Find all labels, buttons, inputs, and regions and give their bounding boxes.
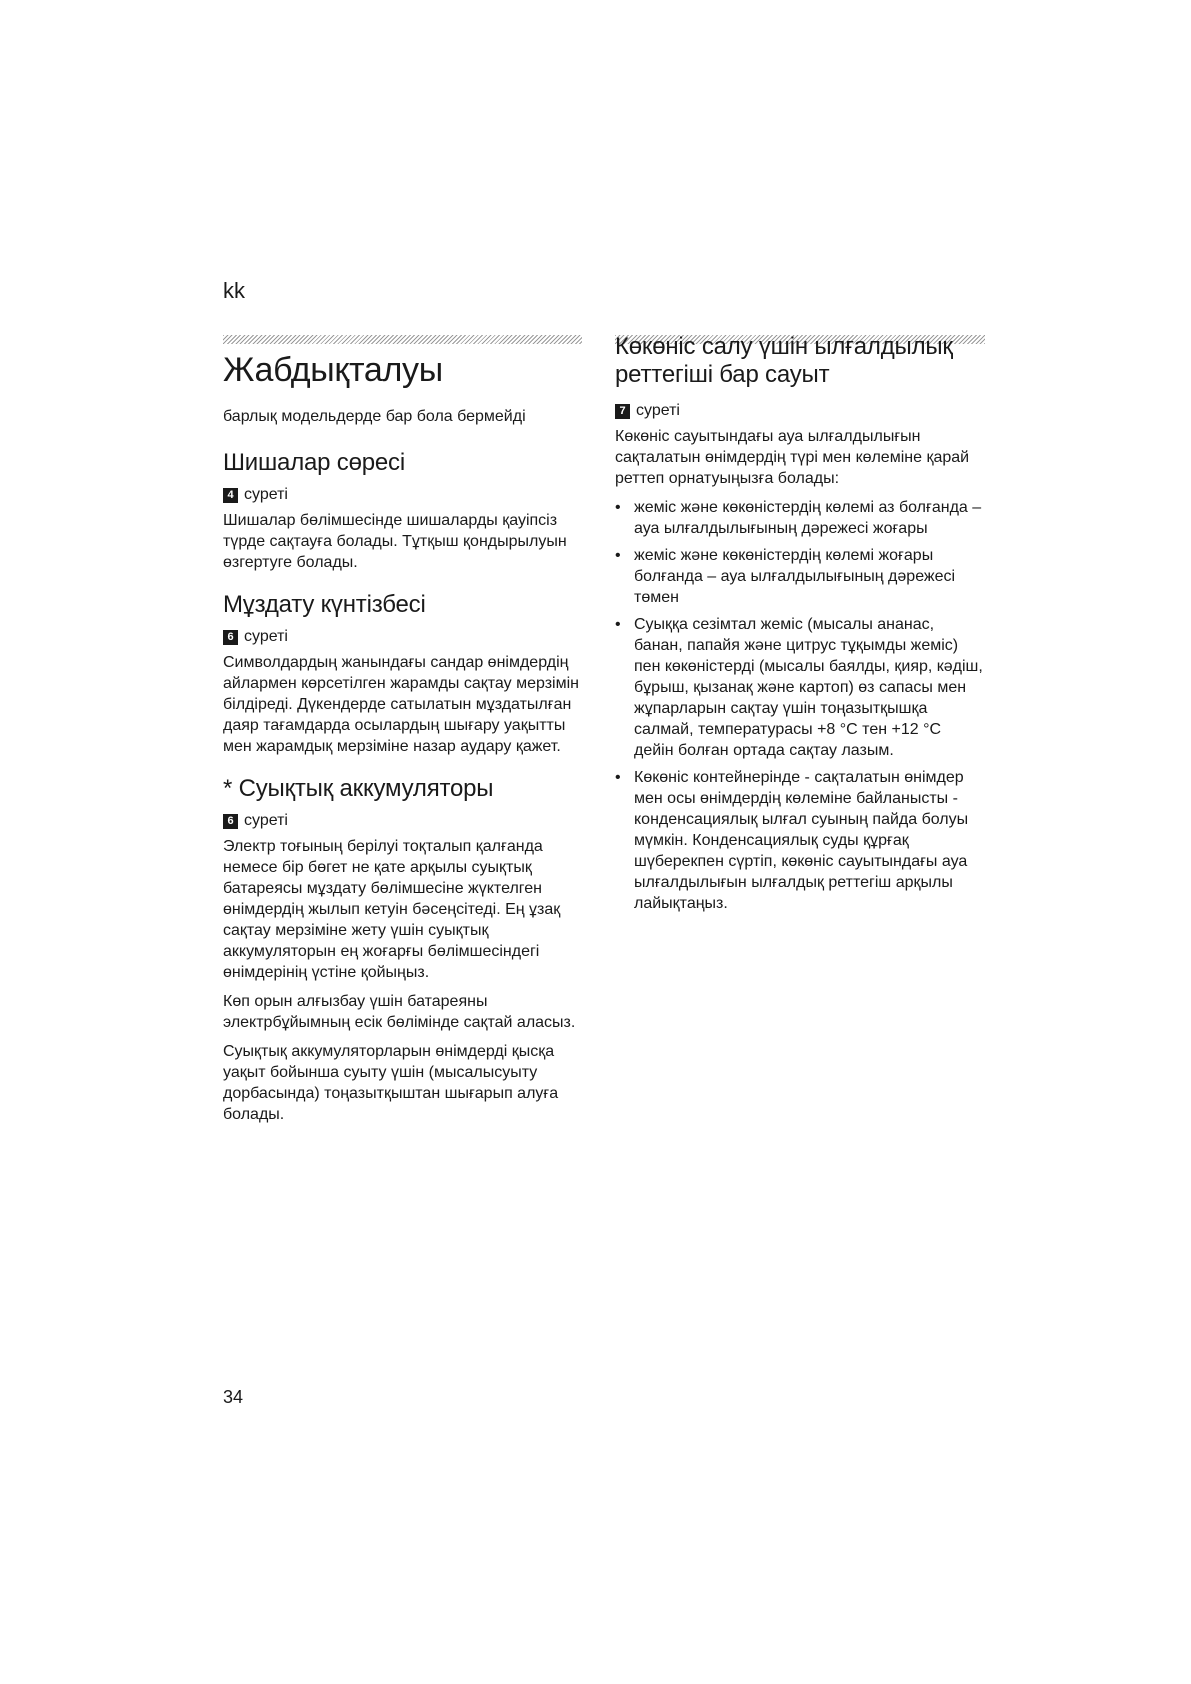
figure-number-badge: 6 <box>223 814 238 829</box>
figure-number-badge: 6 <box>223 630 238 645</box>
right-column <box>615 333 985 920</box>
figure-label: суреті <box>244 628 288 645</box>
section-heading: Шишалар сөресі <box>223 449 405 476</box>
figure-number-badge: 4 <box>223 488 238 503</box>
figure-reference <box>223 811 583 831</box>
page-title: Жабдықталуы <box>223 351 443 389</box>
section-freeze-calendar <box>223 591 583 757</box>
figure-reference <box>223 627 583 647</box>
figure-number-badge: 7 <box>615 404 630 419</box>
section-cold-accumulator <box>223 775 583 1125</box>
hatch-rule-left <box>223 335 582 344</box>
section-heading: Мұздату күнтізбесі <box>223 591 426 618</box>
section-paragraph: Шишалар бөлімшесінде шишаларды қауіпсіз түрде сақтауға болады. Тұтқыш қондырылуын өзгертуге болады. <box>223 512 567 571</box>
page-number: 34 <box>223 1387 244 1407</box>
section-intro: Көкөніс сауытындағы ауа ылғалдылығын сақталатын өнімдердің түрі мен көлеміне қарай реттеп орнатуыңызға болады: <box>615 428 970 487</box>
figure-label: суреті <box>636 402 680 419</box>
list-item: • жеміс және көкөністердің көлемі жоғары болғанда – ауа ылғалдылығының дәрежесі төмен <box>615 545 985 608</box>
section-paragraph: Суықтық аккумуляторларын өнімдерді қысқа уақыт бойынша суыту үшін (мысалысуыту дорбасында) тоңазытқыштан шығарып алуға болады. <box>223 1043 559 1123</box>
figure-label: суреті <box>244 812 288 829</box>
list-item: • Көкөніс контейнерінде - сақталатын өнімдер мен осы өнімдердің көлеміне байланысты - конденсациялық ылғал суының пайда болуы мүмкін. Конденсациялық суды құрғақ шүберекпен сүртіп, көкөніс сауытындағы ауа ылғалдылығын ылғалдық реттегіш арқылы лайықтаңыз. <box>615 767 985 914</box>
section-paragraph: Символдардың жанындағы сандар өнімдердің айлармен көрсетілген жарамды сақтау мерзімін білдіреді. Дүкендерде сатылатын мұздатылған даяр тағамдарда осылардың шығару уақытты мен жарамдық мерзіміне назар аудару қажет. <box>223 654 579 755</box>
figure-reference <box>223 485 583 505</box>
list-item: • жеміс және көкөністердің көлемі аз болғанда – ауа ылғалдылығының дәрежесі жоғары <box>615 497 985 539</box>
bullet-list <box>615 497 985 914</box>
list-item: • Суыққа сезімтал жеміс (мысалы ананас, банан, папайя және цитрус тұқымды жеміс) пен көкөністерді (мысалы баялды, қияр, кәдіш, бұрыш, қызанақ және картоп) өз сапасы мен жұпарларын сақтау үшін тоңазытқышқа салмай, температурасы +8 °C тен +12 °C дейін болған ортада сақтау лазым. <box>615 614 985 761</box>
figure-reference <box>615 401 985 421</box>
section-paragraph: Көп орын алғызбау үшін батареяны электрбұйымның есік бөлімінде сақтай аласыз. <box>223 993 576 1031</box>
section-heading-vegetable-container: Көкөніс салу үшін ылғалдылық реттегіші бар сауыт <box>615 333 953 388</box>
left-column <box>223 350 583 1143</box>
language-code: kk <box>223 278 245 303</box>
figure-label: суреті <box>244 486 288 503</box>
section-bottle-shelf <box>223 449 583 573</box>
section-heading: * Суықтық аккумуляторы <box>223 775 494 802</box>
section-paragraph: Электр тоғының берілуі тоқталып қалғанда немесе бір бөгет не қате арқылы суықтық батареясы мұздату бөлімшесіне жүктелген өнімдердің жылып кетуін бәсеңсітеді. Ең ұзақ сақтау мерзіміне жету үшін суықтық аккумуляторын ең жоғарғы бөлімшесіндегі өнімдерінің үстіне қойыңыз. <box>223 838 561 981</box>
page-subtitle: барлық модельдерде бар бола бермейді <box>223 408 526 425</box>
